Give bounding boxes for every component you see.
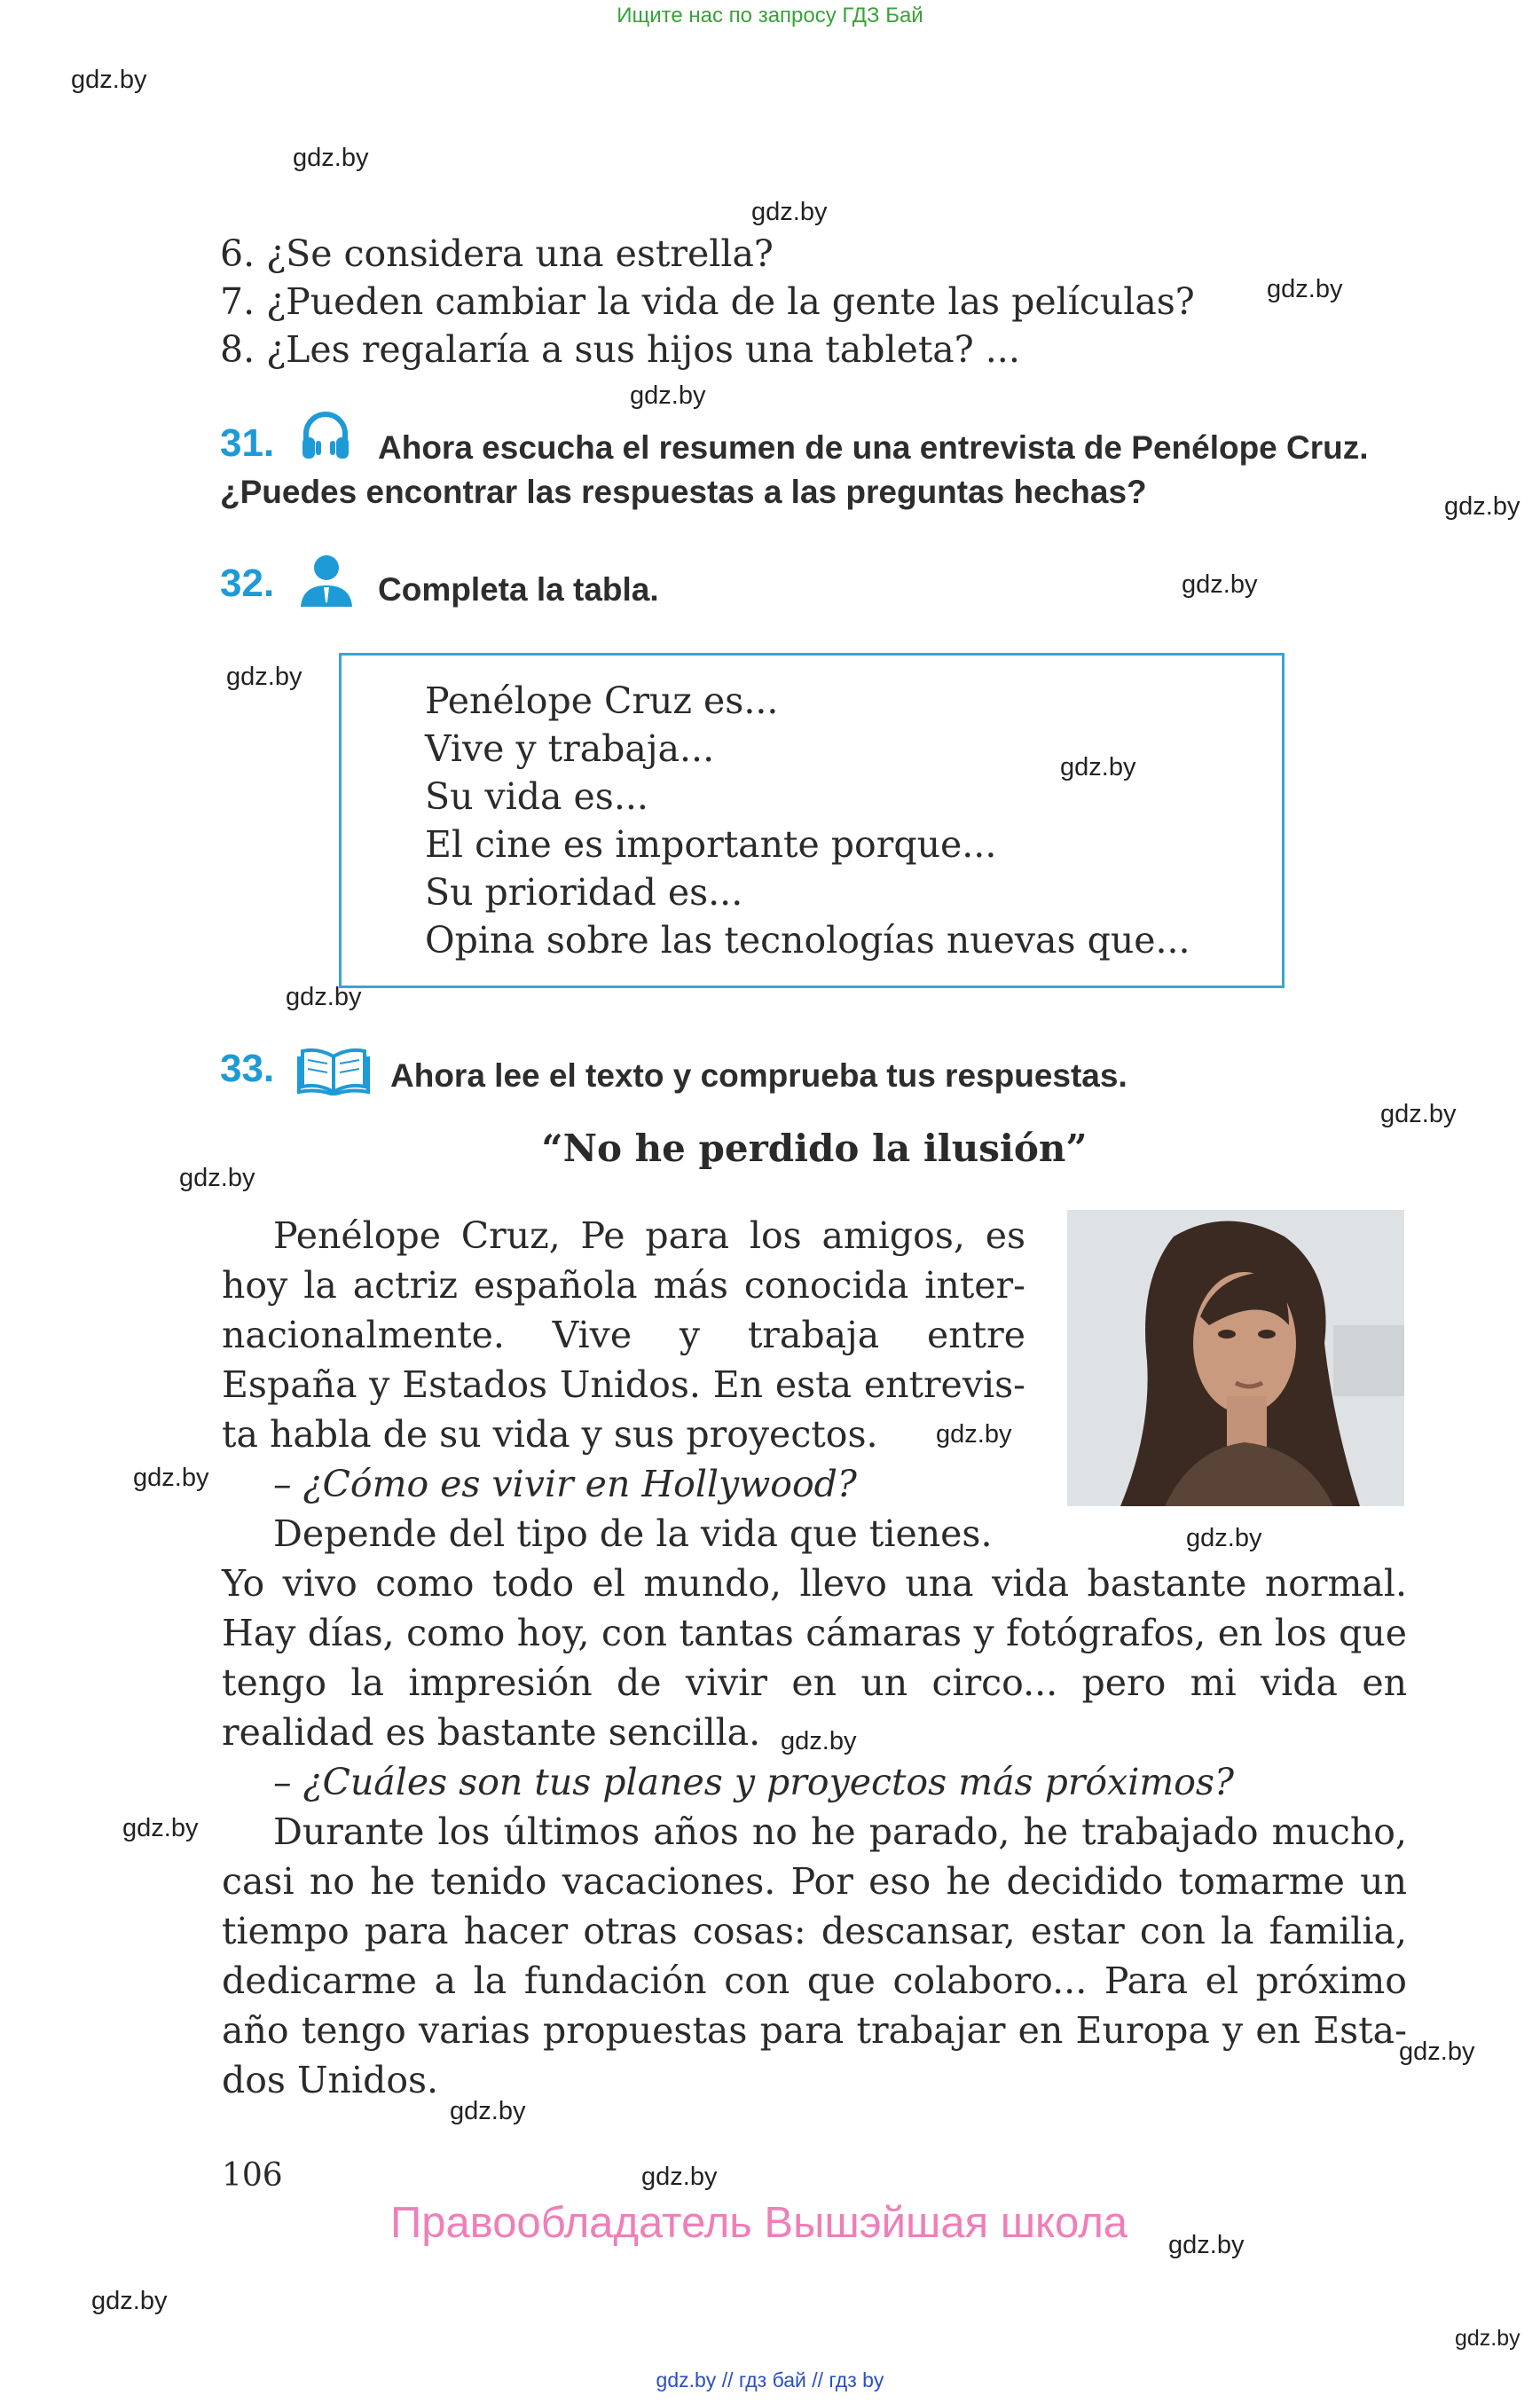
article-intro: Penélope Cruz, Pe para los amigos, es hoy la actriz española más conocida internacionalmente. Vive y trabaja entre España y Estados Unidos. En esta entrevista habla de su vida y sus proyectos. – ¿Cómo es vivir en Hollywood? Depende del tipo de la vida que tienes.: [222, 1214, 1025, 1555]
table-line: Su vida es...: [425, 775, 648, 818]
watermark: gdz.by: [1267, 275, 1343, 303]
watermark: gdz.by: [1186, 1524, 1262, 1552]
article-body: Yo vivo como todo el mundo, llevo una vida bastante normal. Hay días, como hoy, con tantas cámaras y fotógrafos, en los que tengo la impresión de vivir en un circo... pero mi vida en realidad es bastante sencilla. – ¿Cuáles son tus planes y proyectos más próximos? Durante los últimos años no he parado, he trabajado mucho, casi no he tenido vacaciones. Por eso he decidido tomarme un tiempo para hacer otras cosas: descansar, estar con la familia, dedicarme a la fundación con que colaboro... Para el próximo año tengo varias propuestas para trabajar en Europa y en Estados Unidos.: [222, 1562, 1407, 2101]
top-banner: Ищите нас по запросу ГДЗ Бай: [617, 4, 923, 27]
question-item: 8. ¿Les regalaría a sus hijos una tableta? ...: [220, 328, 1020, 371]
watermark: gdz.by: [122, 1814, 199, 1842]
table-line: Vive y trabaja...: [425, 727, 715, 770]
interview-question: – ¿Cuáles son tus planes y proyectos más próximos?: [273, 1761, 1234, 1803]
watermark: gdz.by: [226, 663, 302, 691]
rights-holder: Правообладатель Вышэйшая школа: [390, 2199, 1128, 2247]
article-title: “No he perdido la ilusión”: [541, 1127, 1088, 1170]
bottom-links[interactable]: gdz.by // гдз бай // гдз by: [656, 2368, 884, 2391]
watermark: gdz.by: [781, 1727, 857, 1755]
watermark: gdz.by: [179, 1164, 255, 1192]
watermark: gdz.by: [91, 2287, 168, 2315]
watermark: gdz.by: [641, 2163, 718, 2191]
exercise-number: 32.: [220, 561, 275, 605]
watermark: gdz.by: [1168, 2231, 1245, 2259]
watermark: gdz.by: [293, 144, 369, 172]
exercise-number: 33.: [220, 1047, 275, 1090]
watermark: gdz.by: [630, 381, 706, 410]
question-item: 7. ¿Pueden cambiar la vida de la gente las películas?: [220, 280, 1195, 323]
person-icon: [297, 552, 356, 609]
watermark: gdz.by: [1399, 2038, 1475, 2066]
watermark: gdz.by: [1380, 1100, 1457, 1128]
page-number: 106: [222, 2157, 283, 2194]
watermark: gdz.by: [1182, 570, 1258, 599]
open-book-icon: [297, 1044, 370, 1095]
exercise-instruction: Completa la tabla.: [378, 571, 659, 608]
table-line: Su prioridad es...: [425, 871, 743, 914]
table-line: El cine es importante porque...: [425, 823, 997, 866]
table-line: Opina sobre las tecnologías nuevas que...: [425, 919, 1190, 962]
watermark: gdz.by: [936, 1420, 1012, 1449]
watermark: gdz.by: [286, 983, 362, 1011]
interview-question: – ¿Cómo es vivir en Hollywood?: [273, 1463, 857, 1505]
exercise-number: 31.: [220, 421, 275, 465]
watermark: gdz.by: [1455, 2326, 1520, 2351]
watermark: gdz.by: [751, 198, 828, 226]
exercise-instruction: Ahora lee el texto y comprueba tus respuestas.: [390, 1057, 1128, 1094]
watermark: gdz.by: [1444, 492, 1520, 521]
watermark: gdz.by: [1060, 753, 1136, 781]
watermark: gdz.by: [450, 2097, 526, 2125]
portrait-photo: [1067, 1210, 1404, 1506]
watermark: gdz.by: [71, 66, 147, 94]
question-item: 6. ¿Se considera una estrella?: [220, 232, 774, 275]
table-line: Penélope Cruz es...: [425, 679, 779, 722]
watermark: gdz.by: [133, 1464, 209, 1492]
exercise-instruction: Ahora escucha el resumen de una entrevista de Penélope Cruz. ¿Puedes encontrar las respuestas a las preguntas hechas?: [220, 429, 1369, 510]
